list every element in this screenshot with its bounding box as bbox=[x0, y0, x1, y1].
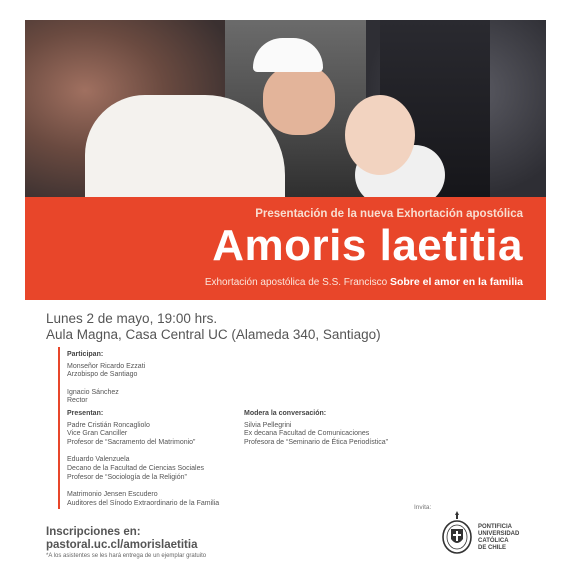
presentan-block bbox=[67, 410, 219, 508]
pope-face bbox=[263, 65, 335, 135]
person-role: Profesora de “Seminario de Ética Periodística” bbox=[244, 438, 388, 446]
inscripciones-label: Inscripciones en: bbox=[46, 526, 141, 538]
baby-head bbox=[345, 95, 415, 175]
uc-line: CATÓLICA bbox=[478, 538, 509, 544]
person-name: Matrimonio Jensen Escudero bbox=[67, 491, 158, 499]
event-title: Amoris laetitia bbox=[212, 221, 523, 270]
event-venue: Aula Magna, Casa Central UC (Alameda 340, Santiago) bbox=[46, 327, 381, 342]
uc-wordmark bbox=[478, 524, 519, 552]
person-role: Profesor de “Sacramento del Matrimonio” bbox=[67, 438, 196, 446]
person-role: Ex decana Facultad de Comunicaciones bbox=[244, 430, 370, 438]
person-name: Ignacio Sánchez bbox=[67, 388, 119, 396]
inscripciones-url[interactable]: pastoral.uc.cl/amorislaetitia bbox=[46, 539, 198, 551]
white-zucchetto bbox=[253, 38, 323, 72]
person-name: Eduardo Valenzuela bbox=[67, 456, 130, 464]
uc-line: DE CHILE bbox=[478, 545, 507, 551]
person-role: Profesor de “Sociología de la Religión” bbox=[67, 473, 187, 481]
uc-seal-icon bbox=[441, 509, 473, 555]
person-role: Arzobispo de Santiago bbox=[67, 371, 138, 379]
participan-heading: Participan: bbox=[67, 351, 104, 358]
hero-photo bbox=[25, 20, 546, 197]
person-name: Padre Cristián Roncagliolo bbox=[67, 421, 150, 429]
event-date: Lunes 2 de mayo, 19:00 hrs. bbox=[46, 311, 218, 326]
modera-block bbox=[244, 410, 388, 447]
banner-kicker: Presentación de la nueva Exhortación apostólica bbox=[255, 208, 523, 220]
inscripciones-note: *A los asistentes se les hará entrega de un ejemplar gratuito bbox=[46, 553, 207, 559]
person-role: Decano de la Facultad de Ciencias Sociales bbox=[67, 464, 204, 472]
person-role: Rector bbox=[67, 397, 88, 405]
person-name: Monseñor Ricardo Ezzati bbox=[67, 362, 146, 370]
person-name: Silvia Pellegrini bbox=[244, 421, 292, 429]
banner-subtitle bbox=[205, 276, 523, 288]
accent-rule bbox=[58, 347, 60, 509]
subtitle-plain: Exhortación apostólica de S.S. Francisco bbox=[204, 277, 388, 288]
person-role: Auditores del Sínodo Extraordinario de la Familia bbox=[67, 499, 220, 507]
modera-heading: Modera la conversación: bbox=[244, 410, 327, 417]
title-banner bbox=[25, 197, 546, 300]
invita-label: Invita: bbox=[414, 504, 432, 511]
subtitle-bold: Sobre el amor en la familia bbox=[389, 276, 523, 288]
uc-line: UNIVERSIDAD bbox=[478, 531, 520, 537]
white-robe bbox=[85, 95, 285, 197]
person-role: Vice Gran Canciller bbox=[67, 430, 128, 438]
presentan-heading: Presentan: bbox=[67, 410, 104, 417]
uc-line: PONTIFICIA bbox=[478, 524, 512, 530]
participan-block bbox=[67, 351, 145, 406]
